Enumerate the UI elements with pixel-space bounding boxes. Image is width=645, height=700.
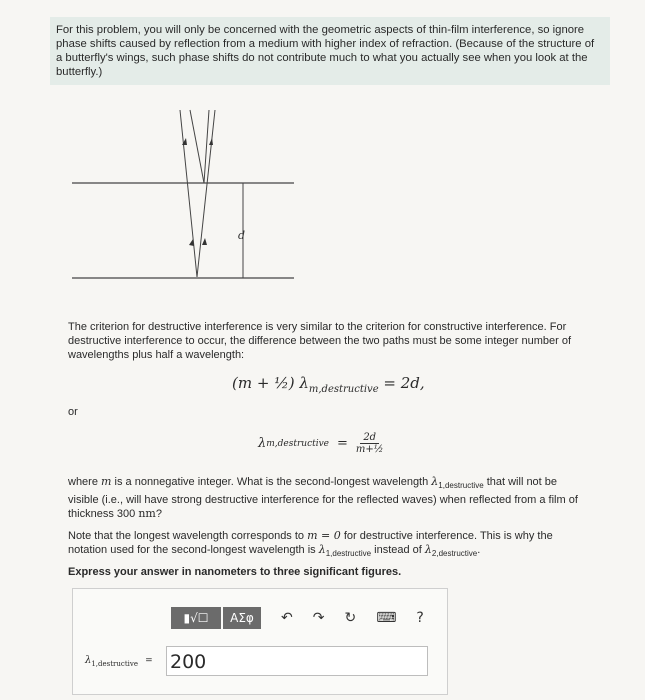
note-end: . xyxy=(477,544,481,556)
thickness-label: d xyxy=(238,229,246,242)
ray-arrow xyxy=(209,138,213,145)
question-paragraph xyxy=(68,475,588,521)
answer-label-sub: 1,destructive xyxy=(91,660,138,668)
eq1-rhs: = 2d, xyxy=(383,374,425,392)
question-pre: where xyxy=(68,476,98,488)
intro-note xyxy=(50,17,610,85)
templates-button[interactable]: ▮√☐ xyxy=(171,607,221,629)
eq2-denominator: m+½ xyxy=(355,444,384,455)
question-post: that will not be visible (i.e., will have strong destructive interference for the reflected waves) when reflected from a film of thickness 300 xyxy=(68,476,578,521)
help-icon[interactable]: ? xyxy=(416,610,424,626)
answer-label xyxy=(85,655,153,668)
note-lambda1-sub: 1,destructive xyxy=(325,549,372,559)
eq1-open: (m + xyxy=(232,374,275,392)
incident-ray-2 xyxy=(190,110,204,183)
note-paragraph xyxy=(68,529,588,561)
instruction: Express your answer in nanometers to three significant figures. xyxy=(68,566,402,578)
eq1-close: ) λ xyxy=(288,374,309,392)
note-mid2: instead of xyxy=(374,544,422,556)
note-lambda1: λ xyxy=(318,543,326,556)
eq2-subscript: m,destructive xyxy=(266,438,330,449)
refracted-ray-up xyxy=(197,110,215,277)
or-label: or xyxy=(68,406,78,418)
note-mid: for destructive interference. This is why the notation used for the second-longest wavelength is xyxy=(68,530,553,556)
keyboard-icon[interactable]: ⌨ xyxy=(376,610,397,626)
thin-film-diagram xyxy=(72,105,302,285)
note-lambda2-sub: 2,destructive xyxy=(431,549,478,559)
question-m: m xyxy=(101,475,112,488)
eq1-subscript: m,destructive xyxy=(308,384,379,395)
question-lambda: λ xyxy=(431,475,439,488)
answer-label-lambda: λ xyxy=(85,655,92,666)
answer-panel xyxy=(72,588,448,695)
eq2-fraction xyxy=(356,432,384,455)
ray-arrow xyxy=(202,238,207,245)
eq1-half: ½ xyxy=(274,374,289,392)
equation-destructive-1 xyxy=(232,374,425,395)
note-pre: Note that the longest wavelength corresponds to xyxy=(68,530,305,542)
question-unit: nm xyxy=(138,507,156,521)
question-lambda-sub: 1,destructive xyxy=(438,481,484,491)
eq2-lambda: λ xyxy=(258,436,267,451)
note-m-eq: m = 0 xyxy=(307,529,341,542)
question-mid: is a nonnegative integer. What is the second-longest wavelength xyxy=(114,476,429,488)
eq2-equals: = xyxy=(337,436,348,451)
undo-icon[interactable]: ↶ xyxy=(281,610,293,626)
redo-icon[interactable]: ↷ xyxy=(312,610,325,626)
greek-symbols-button[interactable]: ΑΣφ xyxy=(223,607,261,629)
math-toolbar xyxy=(171,607,424,629)
eq2-numerator: 2d xyxy=(360,432,379,444)
equation-destructive-2 xyxy=(258,432,383,455)
answer-input[interactable]: 200 xyxy=(166,646,428,676)
question-end: ? xyxy=(155,508,162,521)
reset-icon[interactable]: ↻ xyxy=(344,610,357,626)
answer-label-equals: = xyxy=(145,656,153,666)
note-lambda2: λ xyxy=(424,543,432,556)
criterion-text: The criterion for destructive interference is very similar to the criterion for constructive interference. For destructive interference to occur, the difference between the two paths must be some integer number of wavelengths plus half a wavelength: xyxy=(68,321,572,361)
intro-text: For this problem, you will only be concerned with the geometric aspects of thin-film interference, so ignore phase shifts caused by reflection from a medium with higher index of refraction. (Because of the structure of a butterfly's wings, such phase shifts do not contribute much to what you actually see when you look at the butterfly.) xyxy=(56,24,595,78)
criterion-paragraph xyxy=(68,320,588,362)
